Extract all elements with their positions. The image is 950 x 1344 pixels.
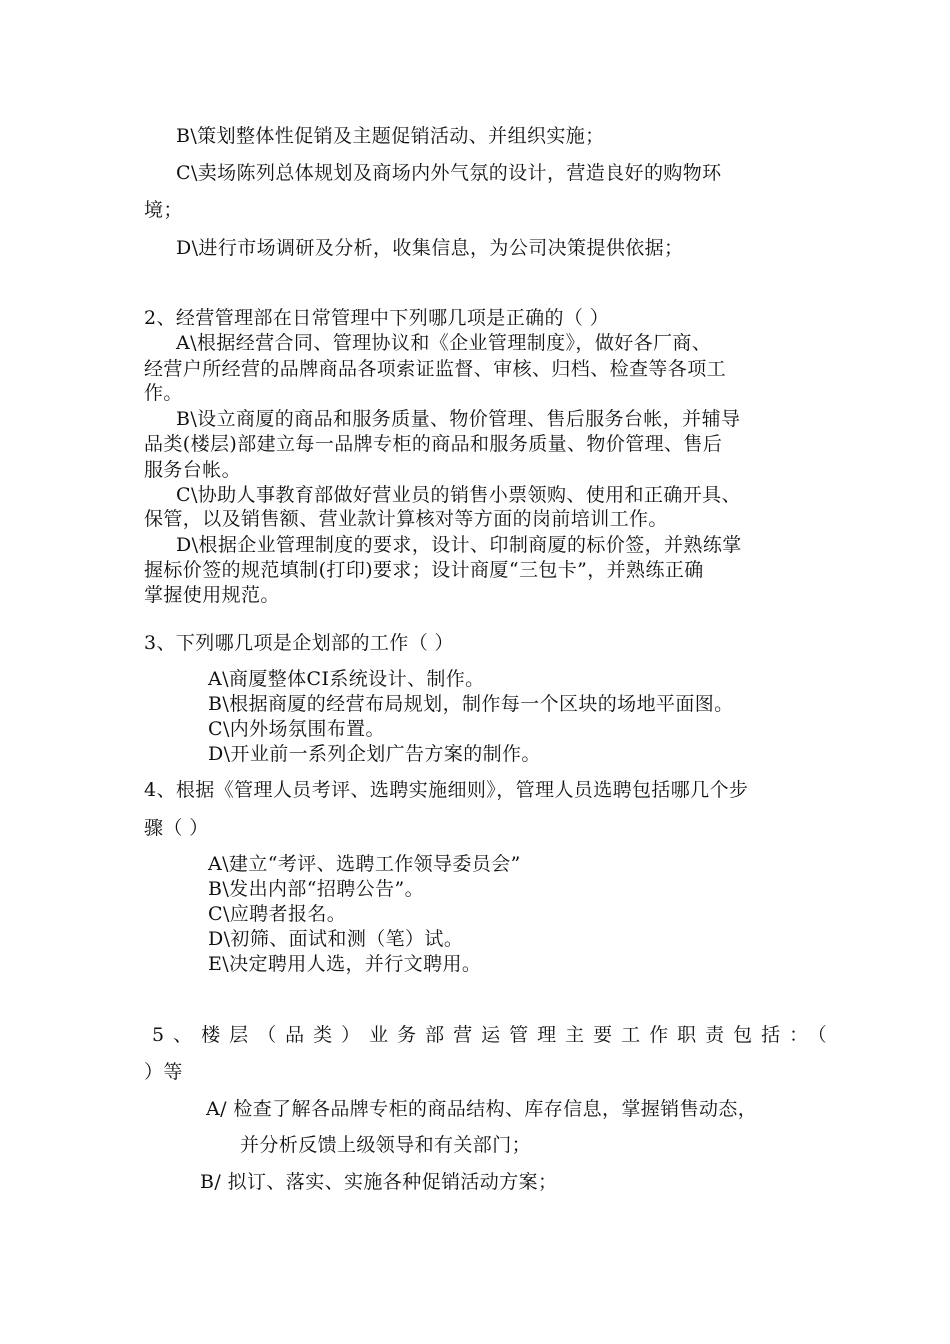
question3-option-b: B\根据商厦的经营布局规划，制作每一个区块的场地平面图。 [208, 693, 734, 715]
question5-stem-line2: ）等 [144, 1061, 183, 1083]
question2-option-d-line1: D\根据企业管理制度的要求，设计、印制商厦的标价签，并熟练掌 [176, 534, 742, 556]
section1-option-c-line1: C\卖场陈列总体规划及商场内外气氛的设计，营造良好的购物环 [176, 162, 722, 184]
question2-option-b-line1: B\设立商厦的商品和服务质量、物价管理、售后服务台帐，并辅导 [176, 408, 741, 430]
section1-option-c-line2: 境； [144, 199, 183, 221]
question4-option-d: D\初筛、面试和测（笔）试。 [208, 928, 464, 950]
question2-option-c-line1: C\协助人事教育部做好营业员的销售小票领购、使用和正确开具、 [176, 484, 741, 506]
question2-stem: 2、经营管理部在日常管理中下列哪几项是正确的（ ） [144, 307, 610, 329]
question3-option-c: C\内外场氛围布置。 [208, 718, 385, 740]
question2-option-d-line2: 握标价签的规范填制(打印)要求；设计商厦“三包卡”，并熟练正确 [144, 559, 704, 581]
question4-option-b: B\发出内部“招聘公告”。 [208, 878, 424, 900]
question2-option-a-line3: 作。 [144, 382, 183, 404]
question4-option-a: A\建立“考评、选聘工作领导委员会” [208, 853, 521, 875]
question2-option-d-line3: 掌握使用规范。 [144, 584, 280, 606]
question2-option-c-line2: 保管，以及销售额、营业款计算核对等方面的岗前培训工作。 [144, 508, 668, 530]
section1-option-d: D\进行市场调研及分析，收集信息，为公司决策提供依据； [176, 237, 684, 259]
question5-option-a-line2: 并分析反馈上级领导和有关部门； [240, 1134, 532, 1156]
question3-stem: 3、下列哪几项是企划部的工作（ ） [144, 632, 454, 654]
question5-stem-line1: 5、楼层（品类）业务部营运管理主要工作职责包括：（ [152, 1024, 836, 1046]
question2-option-b-line2: 品类(楼层)部建立每一品牌专柜的商品和服务质量、物价管理、售后 [144, 433, 723, 455]
question3-option-a: A\商厦整体CI系统设计、制作。 [208, 668, 485, 690]
question4-option-c: C\应聘者报名。 [208, 903, 347, 925]
question4-stem-line2: 骤（ ） [144, 817, 209, 839]
question2-option-b-line3: 服务台帐。 [144, 459, 242, 481]
question3-option-d: D\开业前一系列企划广告方案的制作。 [208, 743, 541, 765]
section1-option-b: B\策划整体性促销及主题促销活动、并组织实施； [176, 125, 605, 147]
question5-option-b: B/ 拟订、落实、实施各种促销活动方案； [200, 1171, 558, 1193]
question4-stem-line1: 4、根据《管理人员考评、选聘实施细则》，管理人员选聘包括哪几个步 [144, 779, 749, 801]
question4-option-e: E\决定聘用人选，并行文聘用。 [208, 953, 482, 975]
question2-option-a-line1: A\根据经营合同、管理协议和《企业管理制度》，做好各厂商、 [176, 332, 712, 354]
question5-option-a-line1: A/ 检查了解各品牌专柜的商品结构、库存信息，掌握销售动态， [206, 1098, 758, 1120]
question2-option-a-line2: 经营户所经营的品牌商品各项索证监督、审核、归档、检查等各项工 [144, 358, 727, 380]
